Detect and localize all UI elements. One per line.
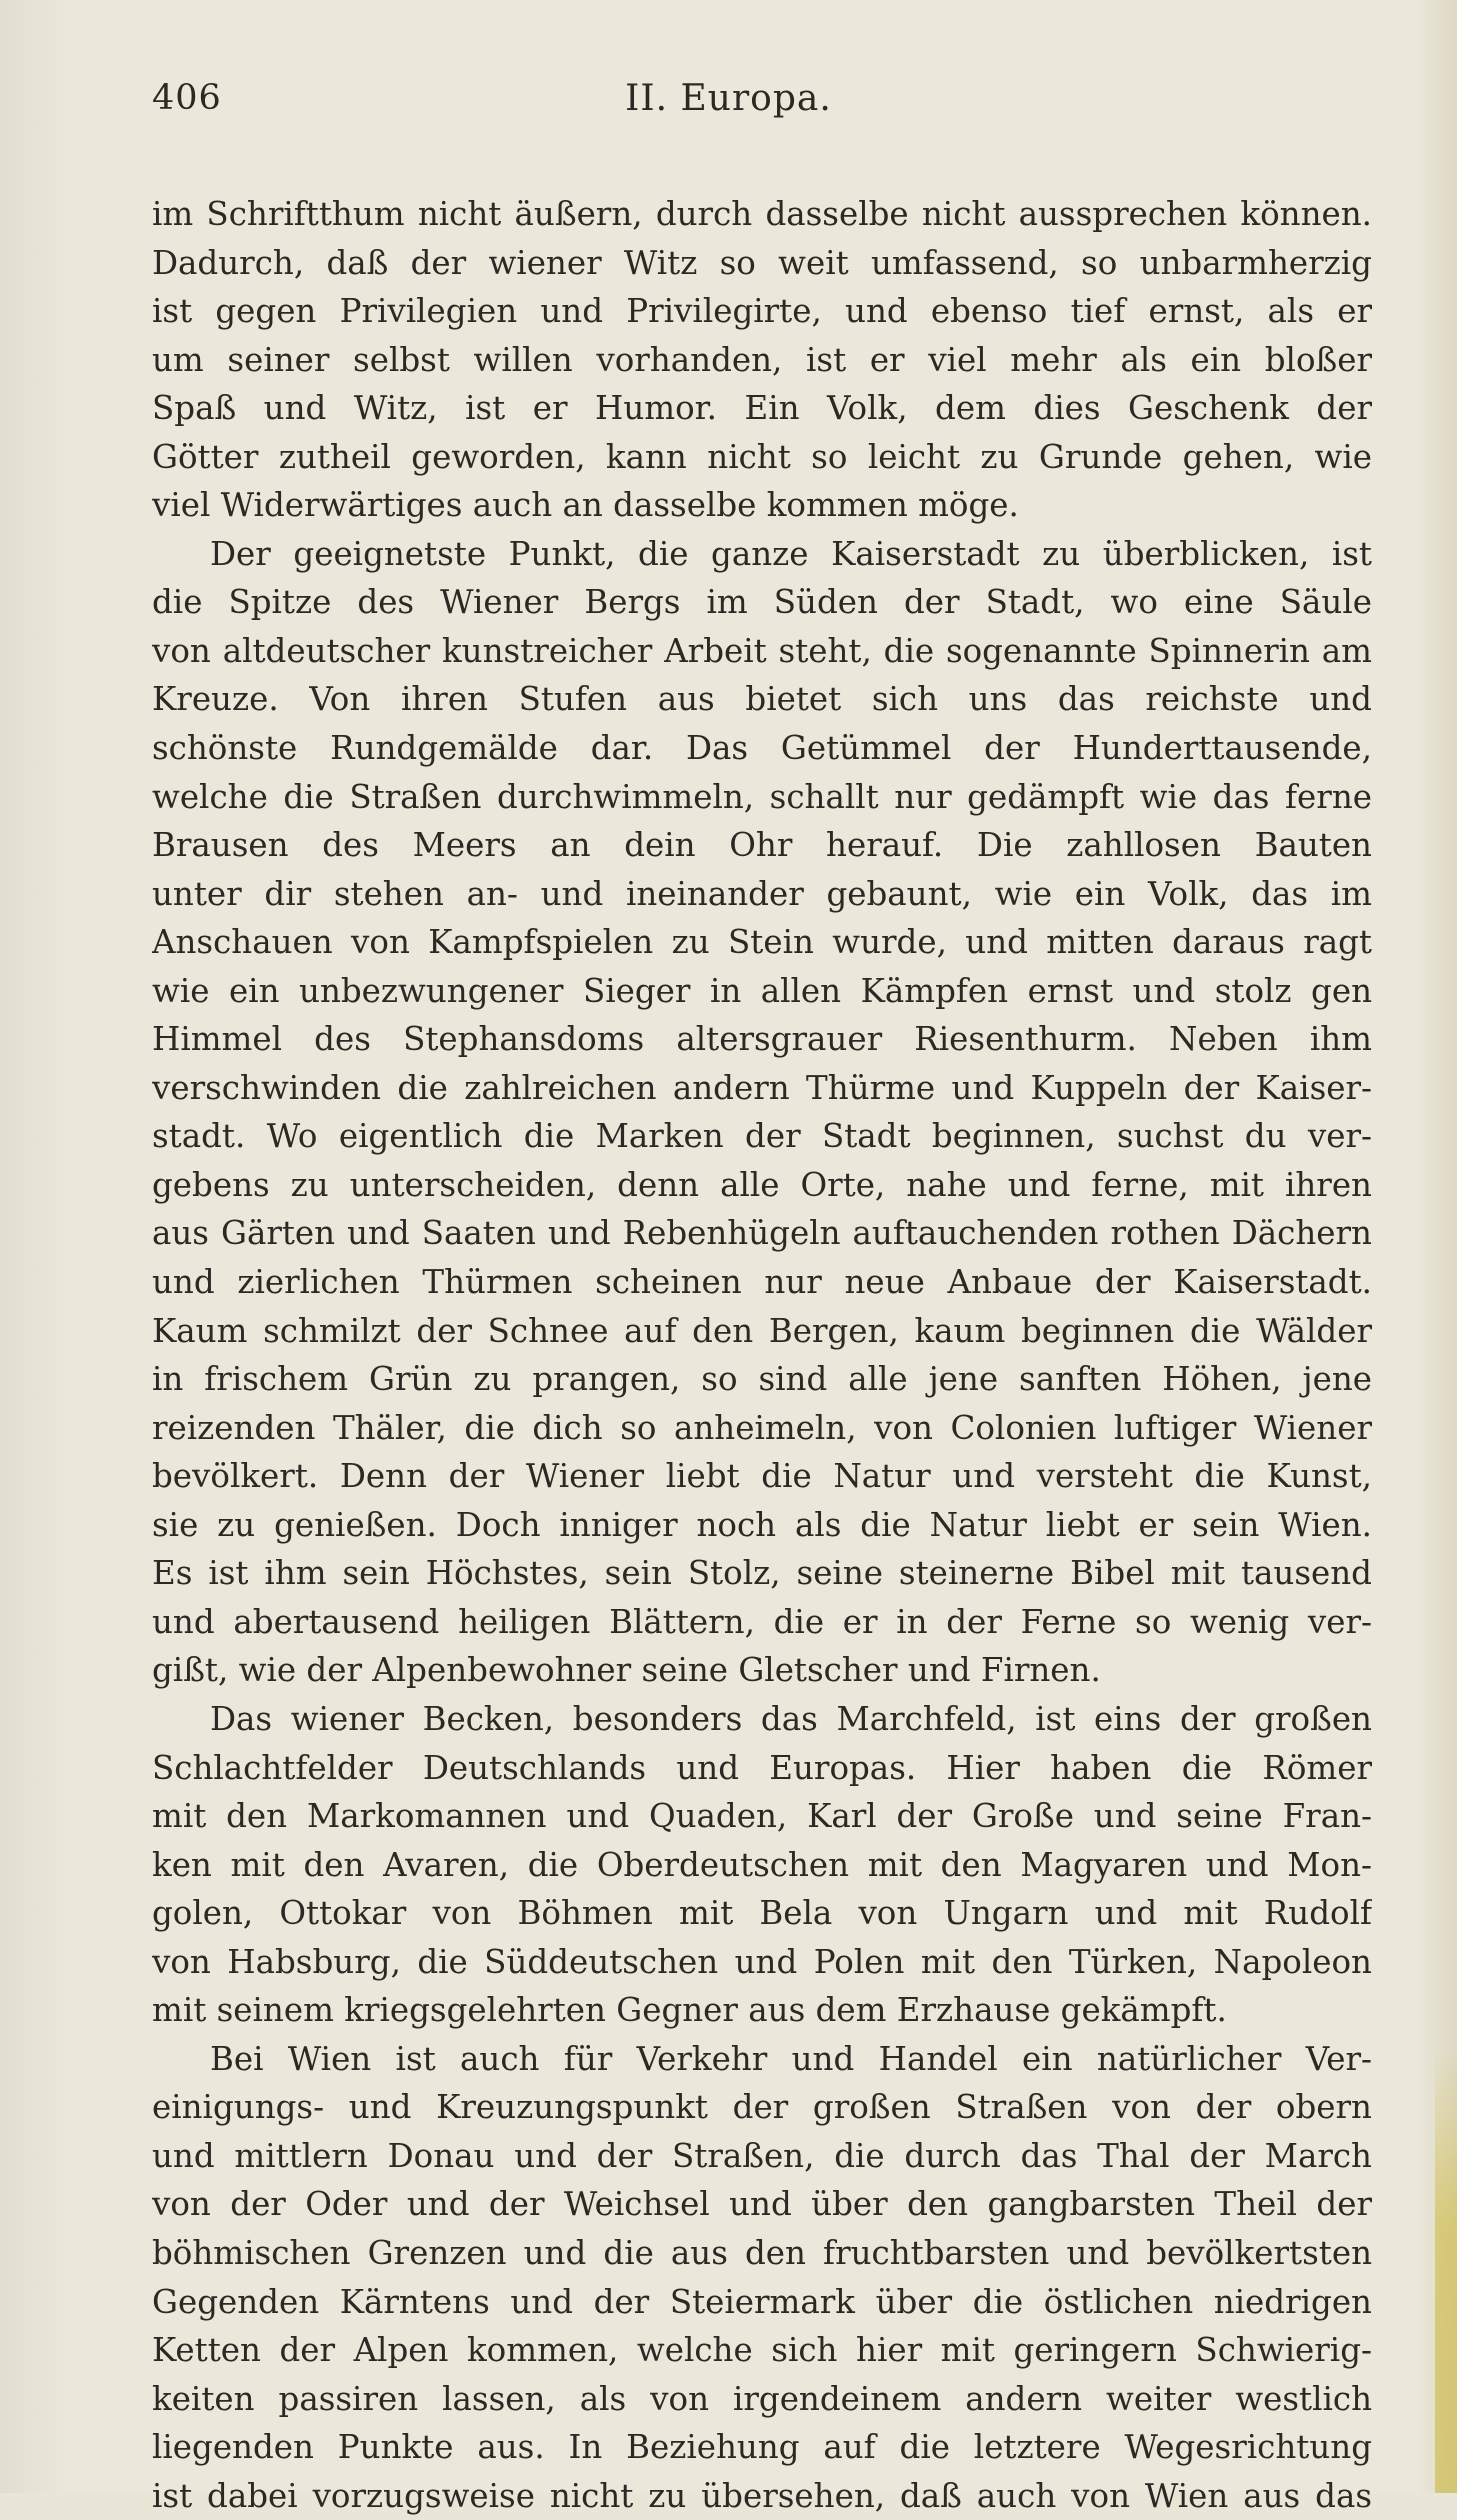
text-line: Es ist ihm sein Höchstes, sein Stolz, seine steinerne Bibel mit tausend xyxy=(152,1554,1372,1593)
text-line: unter dir stehen an- und ineinander gebaunt, wie ein Volk, das im xyxy=(152,874,1372,913)
text-line: und mittlern Donau und der Straßen, die durch das Thal der March xyxy=(152,2136,1372,2175)
text-line: mit seinem kriegsgelehrten Gegner aus dem Erzhause gekämpft. xyxy=(152,1991,1227,2030)
text-line: golen, Ottokar von Böhmen mit Bela von Ungarn und mit Rudolf xyxy=(152,1894,1372,1933)
text-line: schönste Rundgemälde dar. Das Getümmel der Hunderttausende, xyxy=(152,729,1372,768)
text-line: Brausen des Meers an dein Ohr herauf. Die zahllosen Bauten xyxy=(152,826,1372,865)
text-line: Kaum schmilzt der Schnee auf den Bergen, kaum beginnen die Wälder xyxy=(152,1311,1372,1350)
text-line: ist dabei vorzugsweise nicht zu übersehen, daß auch von Wien aus das xyxy=(152,2476,1372,2515)
text-line: gißt, wie der Alpenbewohner seine Gletscher und Firnen. xyxy=(152,1651,1101,1690)
text-line: mit den Markomannen und Quaden, Karl der Große und seine Fran- xyxy=(152,1797,1372,1836)
text-line: böhmischen Grenzen und die aus den fruchtbarsten und bevölkertsten xyxy=(152,2233,1372,2272)
text-line: wie ein unbezwungener Sieger in allen Kämpfen ernst und stolz gen xyxy=(152,971,1372,1010)
text-line: die Spitze des Wiener Bergs im Süden der Stadt, wo eine Säule xyxy=(152,583,1372,622)
text-line: sie zu genießen. Doch inniger noch als die Natur liebt er sein Wien. xyxy=(152,1505,1372,1544)
paragraph xyxy=(152,1695,1372,2035)
text-line: von altdeutscher kunstreicher Arbeit steht, die sogenannte Spinnerin am xyxy=(152,631,1372,670)
text-line: Götter zutheil geworden, kann nicht so leicht zu Grunde gehen, wie xyxy=(152,437,1372,476)
paragraph xyxy=(152,530,1372,1695)
body-text xyxy=(152,190,1372,2520)
text-line: bevölkert. Denn der Wiener liebt die Natur und versteht die Kunst, xyxy=(152,1457,1372,1496)
text-line: Himmel des Stephansdoms altersgrauer Riesenthurm. Neben ihm xyxy=(152,1020,1372,1059)
text-line: Gegenden Kärntens und der Steiermark über die östlichen niedrigen xyxy=(152,2282,1372,2321)
text-line: ken mit den Avaren, die Oberdeutschen mit den Magyaren und Mon- xyxy=(152,1845,1372,1884)
paragraph xyxy=(152,190,1372,530)
text-line: gebens zu unterscheiden, denn alle Orte, nahe und ferne, mit ihren xyxy=(152,1165,1372,1204)
text-line: Schlachtfelder Deutschlands und Europas. Hier haben die Römer xyxy=(152,1748,1372,1787)
text-line: und zierlichen Thürmen scheinen nur neue Anbaue der Kaiserstadt. xyxy=(152,1263,1372,1302)
text-line: Ketten der Alpen kommen, welche sich hier mit geringern Schwierig- xyxy=(152,2331,1372,2370)
paragraph xyxy=(152,2035,1372,2520)
text-line: welche die Straßen durchwimmeln, schallt nur gedämpft wie das ferne xyxy=(152,777,1372,816)
text-line: aus Gärten und Saaten und Rebenhügeln auftauchenden rothen Dächern xyxy=(152,1214,1372,1253)
page-number: 406 xyxy=(152,78,222,118)
text-line: keiten passiren lassen, als von irgendeinem andern weiter westlich xyxy=(152,2379,1372,2418)
text-line: von Habsburg, die Süddeutschen und Polen mit den Türken, Napoleon xyxy=(152,1942,1372,1981)
text-line: ist gegen Privilegien und Privilegirte, und ebenso tief ernst, als er xyxy=(152,292,1372,331)
running-head: II. Europa. xyxy=(625,78,832,119)
text-line: verschwinden die zahlreichen andern Thürme und Kuppeln der Kaiser- xyxy=(152,1068,1372,1107)
text-line: in frischem Grün zu prangen, so sind alle jene sanften Höhen, jene xyxy=(152,1360,1372,1399)
text-line: um seiner selbst willen vorhanden, ist er viel mehr als ein bloßer xyxy=(152,340,1372,379)
page-header xyxy=(0,78,1457,128)
page-edge-stain xyxy=(1435,2050,1457,2493)
text-line: Kreuze. Von ihren Stufen aus bietet sich uns das reichste und xyxy=(152,680,1372,719)
text-line: im Schriftthum nicht äußern, durch dasselbe nicht aussprechen können. xyxy=(152,195,1372,233)
text-line: Der geeignetste Punkt, die ganze Kaiserstadt zu überblicken, ist xyxy=(210,534,1372,573)
text-line: von der Oder und der Weichsel und über den gangbarsten Theil der xyxy=(152,2185,1372,2224)
text-line: Das wiener Becken, besonders das Marchfeld, ist eins der großen xyxy=(210,1699,1372,1738)
text-line: Spaß und Witz, ist er Humor. Ein Volk, dem dies Geschenk der xyxy=(152,389,1372,428)
text-line: liegenden Punkte aus. In Beziehung auf die letztere Wegesrichtung xyxy=(152,2428,1372,2467)
text-line: stadt. Wo eigentlich die Marken der Stadt beginnen, suchst du ver- xyxy=(152,1117,1372,1156)
text-line: einigungs- und Kreuzungspunkt der großen Straßen von der obern xyxy=(152,2088,1372,2127)
text-line: Dadurch, daß der wiener Witz so weit umfassend, so unbarmherzig xyxy=(152,243,1372,282)
text-line: reizenden Thäler, die dich so anheimeln, von Colonien luftiger Wiener xyxy=(152,1408,1372,1447)
text-line: viel Widerwärtiges auch an dasselbe kommen möge. xyxy=(152,486,1019,525)
text-line: Bei Wien ist auch für Verkehr und Handel ein natürlicher Ver- xyxy=(210,2039,1372,2078)
text-line: und abertausend heiligen Blättern, die er in der Ferne so wenig ver- xyxy=(152,1602,1372,1641)
text-line: Anschauen von Kampfspielen zu Stein wurde, und mitten daraus ragt xyxy=(152,923,1372,962)
